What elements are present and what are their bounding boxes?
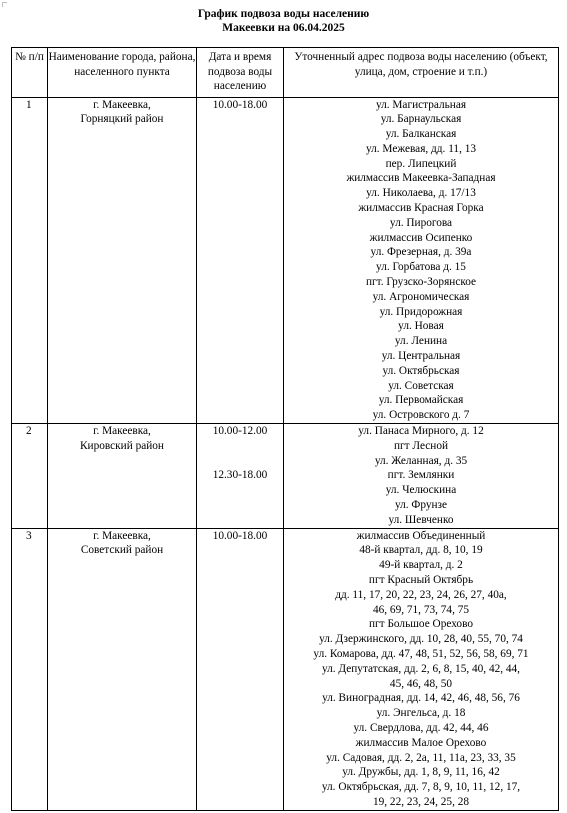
address-line: жилмассив Объединенный: [356, 529, 486, 542]
time-spacer: [197, 439, 283, 454]
address-line: жилмассив Малое Орехово: [355, 736, 487, 749]
address-line: ул. Панаса Мирного, д. 12: [358, 425, 484, 438]
table-header-row: [12, 48, 559, 98]
address-line: ул. Шевченко: [388, 513, 454, 526]
address-line: ул. Ленина: [394, 335, 448, 348]
address-line: ул. Энгельса, д. 18: [376, 707, 466, 720]
time-slot: 10.00-18.00: [212, 98, 268, 111]
address-line: ул. Магистральная: [375, 98, 467, 111]
address-line: ул. Виноградная, дд. 14, 42, 46, 48, 56, 76: [322, 692, 520, 705]
address-line: ул. Островского д. 7: [372, 409, 470, 422]
city-name: г. Макеевка,: [93, 425, 151, 438]
address-line: 19, 22, 23, 24, 25, 28: [372, 795, 470, 808]
address-line: ул. Депутатская, дд. 2, 6, 8, 15, 40, 42, 44,: [321, 662, 521, 675]
address-line: ул. Желанная, д. 35: [374, 454, 468, 467]
address-line: пер. Липецкий: [385, 157, 457, 170]
address-line: жилмассив Осипенко: [369, 231, 473, 244]
water-delivery-table: [11, 47, 559, 811]
address-line: ул. Агрономическая: [372, 290, 470, 303]
address-line: 46, 69, 71, 73, 74, 75: [372, 603, 470, 616]
address-line: ул. Комарова, дд. 47, 48, 51, 52, 56, 58, 69, 71: [313, 647, 529, 660]
address-line: ул. Николаева, д. 17/13: [366, 187, 476, 200]
row-addresses: [284, 424, 559, 529]
address-line: ул. Первомайская: [378, 394, 464, 407]
row-city: [48, 528, 197, 810]
header-city: Наименование города, района, населенного пункта: [48, 48, 197, 98]
time-spacer: [197, 454, 283, 469]
table-row: [12, 424, 559, 529]
row-number: 2: [12, 424, 48, 529]
address-line: ул. Центральная: [381, 350, 461, 363]
time-slot: 10.00-18.00: [212, 529, 268, 542]
address-line: 45, 46, 48, 50: [389, 677, 453, 690]
row-number: 1: [12, 97, 48, 424]
address-line: ул. Новая: [398, 320, 444, 333]
address-line: дд. 11, 17, 20, 22, 23, 24, 26, 27, 40а,: [335, 588, 507, 601]
address-line: пгт Большое Орехово: [369, 618, 473, 631]
address-line: пгт. Грузско-Зорянское: [365, 276, 477, 289]
city-name: г. Макеевка,: [93, 529, 151, 542]
row-addresses: [284, 97, 559, 424]
address-line: ул. Пирогова: [389, 216, 453, 229]
district-name: Советский район: [80, 544, 164, 557]
address-line: жилмассив Макеевка-Западная: [346, 172, 496, 185]
row-time: [197, 528, 284, 810]
address-line: ул. Барнаульская: [380, 113, 462, 126]
address-line: пгт Красный Октябрь: [368, 574, 474, 586]
row-time: [197, 424, 284, 529]
address-line: ул. Дружбы, дд. 1, 8, 9, 11, 16, 42: [342, 766, 500, 779]
row-number: 3: [12, 528, 48, 810]
address-line: ул. Придорожная: [379, 305, 463, 318]
row-city: [48, 97, 197, 424]
address-line: 49-й квартал, д. 2: [379, 559, 463, 572]
address-line: 48-й квартал, дд. 8, 10, 19: [359, 544, 483, 557]
address-line: ул. Свердлова, дд. 42, 44, 46: [353, 721, 489, 734]
district-name: Кировский район: [80, 439, 164, 452]
header-num: № п/п: [12, 48, 48, 98]
table-row: [12, 97, 559, 424]
address-line: ул. Челюскина: [385, 484, 457, 497]
address-line: ул. Фрунзе: [394, 499, 448, 512]
address-line: ул. Дзержинского, дд. 10, 28, 40, 55, 70, 74: [319, 633, 523, 646]
document-title-line-1: График подвоза воды населению: [197, 8, 370, 20]
header-address: Уточненный адрес подвоза воды населению (объект, улица, дом, строение и т.п.): [284, 48, 559, 98]
address-line: ул. Фрезерная, д. 39а: [370, 246, 472, 259]
time-slot: 10.00-12.00: [212, 425, 268, 438]
header-time: Дата и время подвоза воды населению: [197, 48, 284, 98]
address-line: ул. Балканская: [385, 128, 457, 141]
row-addresses: [284, 528, 559, 810]
row-time: [197, 97, 284, 424]
address-line: ул. Октябрьская: [382, 364, 460, 377]
time-slot: 12.30-18.00: [212, 469, 268, 482]
row-city: [48, 424, 197, 529]
address-line: ул. Советская: [388, 379, 454, 392]
city-name: г. Макеевка,: [93, 98, 151, 111]
table-row: [12, 528, 559, 810]
address-line: ул. Горбатова д. 15: [376, 261, 466, 274]
address-line: жилмассив Красная Горка: [358, 202, 484, 215]
address-line: пгт Лесной: [393, 439, 449, 452]
address-line: ул. Межевая, дд. 11, 13: [365, 142, 477, 155]
address-line: ул. Садовая, дд. 2, 2а, 11, 11а, 23, 33, 35: [326, 751, 516, 764]
document-title-line-2: Макеевки на 06.04.2025: [222, 22, 345, 34]
address-line: ул. Октябрьская, дд. 7, 8, 9, 10, 11, 12, 17,: [321, 781, 521, 794]
address-line: пгт. Землянки: [387, 469, 455, 482]
district-name: Горняцкий район: [80, 113, 164, 126]
